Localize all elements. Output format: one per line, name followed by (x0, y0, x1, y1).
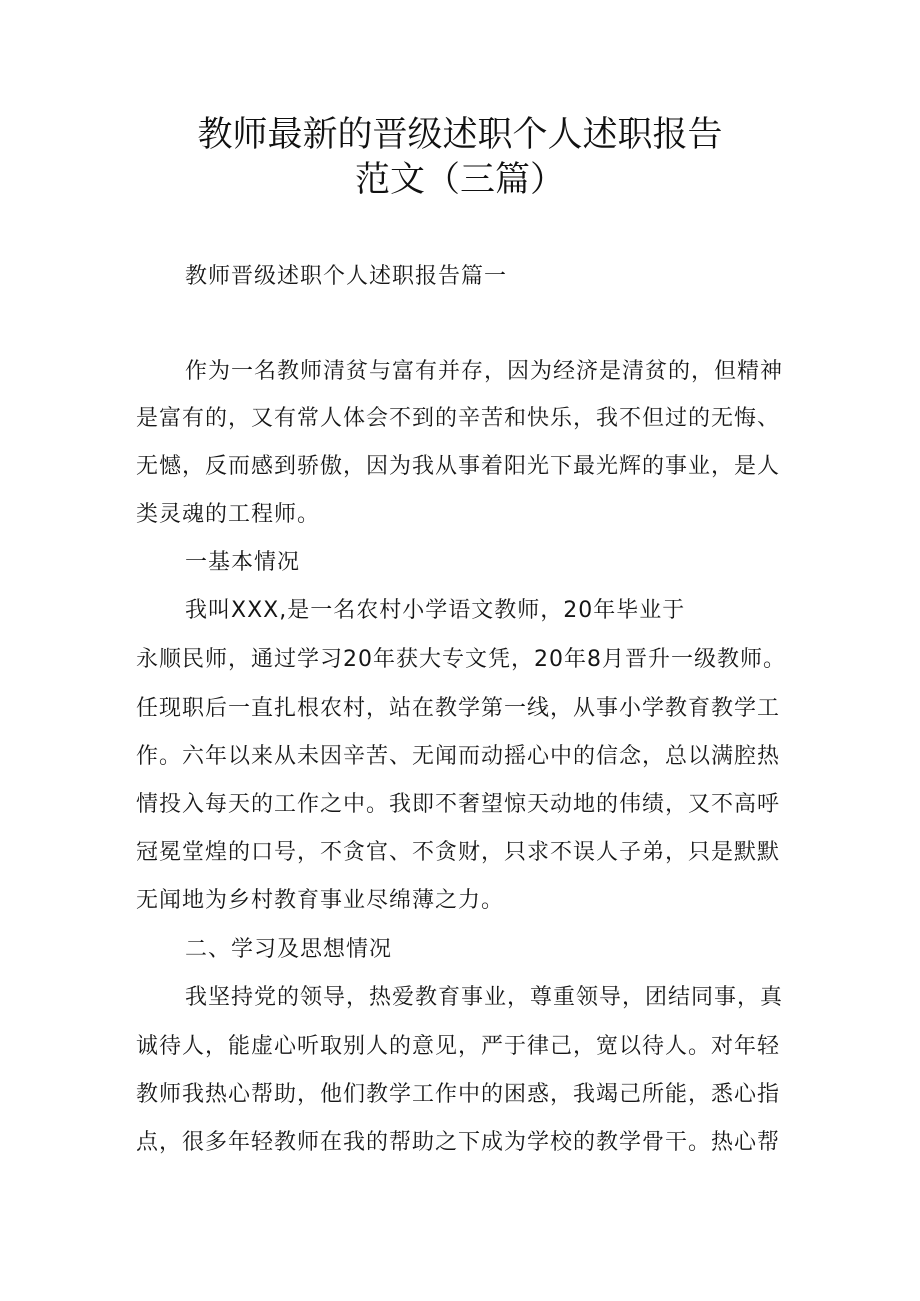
body-line: 作。六年以来从未因辛苦、无闻而动摇心中的信念，总以满腔热 (136, 744, 781, 769)
body-line: 情投入每天的工作之中。我即不奢望惊天动地的伟绩，又不高呼 (136, 792, 781, 817)
body-line: 无憾，反而感到骄傲，因为我从事着阳光下最光辉的事业，是人 (136, 454, 781, 479)
subheading-study: 二、学习及思想情况 (185, 937, 393, 962)
section-heading: 教师晋级述职个人述职报告篇一 (185, 264, 508, 289)
body-line: 作为一名教师清贫与富有并存，因为经济是清贫的，但精神 (185, 359, 784, 384)
body-line: 任现职后一直扎根农村，站在教学第一线，从事小学教育教学工 (136, 696, 781, 721)
body-line: 类灵魂的工程师。 (136, 502, 321, 527)
body-line: 我坚持党的领导，热爱教育事业，尊重领导，团结同事，真 (185, 985, 784, 1010)
body-line: 永顺民师，通过学习20年获大专文凭，20年8月晋升一级教师。 (136, 647, 786, 672)
body-line: 冠冕堂煌的口号，不贪官、不贪财，只求不误人子弟，只是默默 (136, 840, 781, 865)
body-line: 我叫XXX,是一名农村小学语文教师，20年毕业于 (185, 598, 686, 623)
body-line: 教师我热心帮助，他们教学工作中的困惑，我竭己所能，悉心指 (136, 1082, 781, 1107)
body-line: 是富有的，又有常人体会不到的辛苦和快乐，我不但过的无悔、 (136, 406, 781, 431)
body-line: 诚待人，能虚心听取别人的意见，严于律己，宽以待人。对年轻 (136, 1034, 781, 1059)
document-title-line-2: 范文（三篇） (354, 160, 565, 200)
body-line: 点，很多年轻教师在我的帮助之下成为学校的教学骨干。热心帮 (136, 1130, 781, 1155)
body-line: 无闻地为乡村教育事业尽绵薄之力。 (136, 888, 505, 913)
subheading-basic-info: 一基本情况 (185, 550, 301, 575)
document-title-line-1: 教师最新的晋级述职个人述职报告 (197, 115, 723, 155)
